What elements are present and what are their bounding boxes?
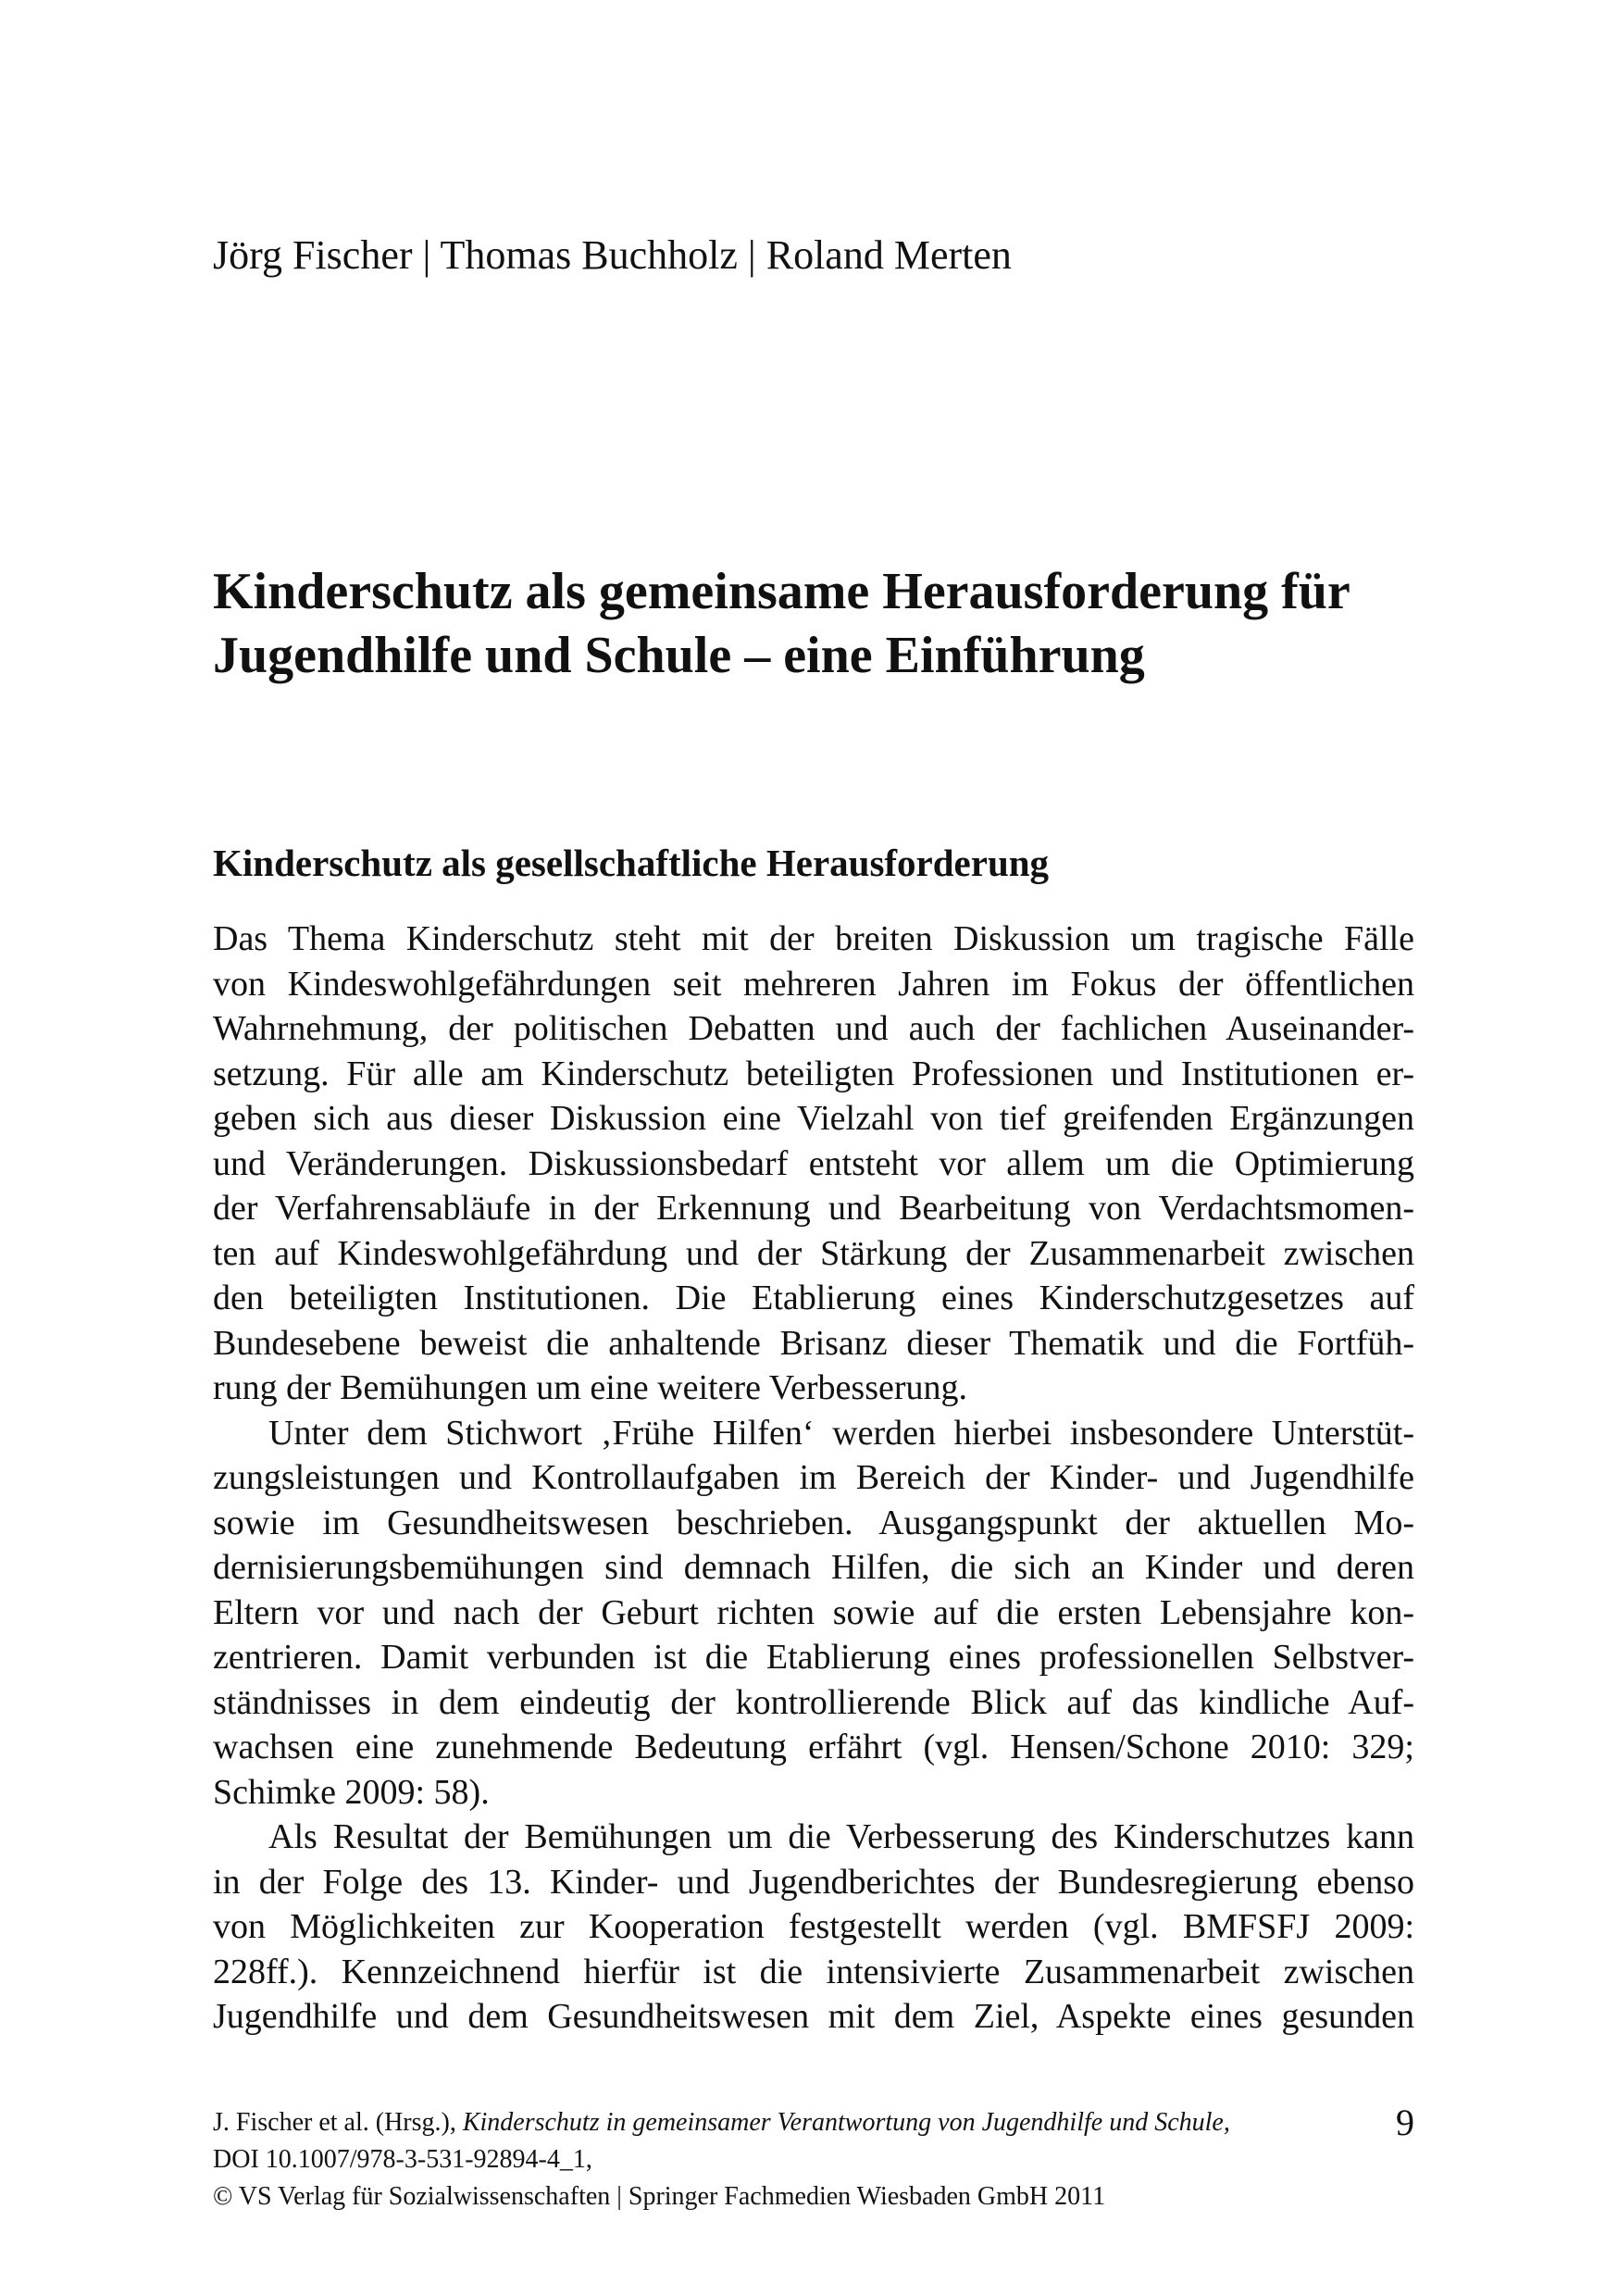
text-line: Jugendhilfe und dem Gesundheitswesen mit dem Ziel, Aspekte eines gesunden (213, 1997, 1414, 2036)
page-footer (213, 2104, 1414, 2215)
text-line: ten auf Kindeswohlgefährdung und der Stärkung der Zusammenarbeit zwischen (213, 1233, 1414, 1273)
text-line: wachsen eine zunehmende Bedeutung erfährt (vgl. Hensen/Schone 2010: 329; (213, 1728, 1414, 1766)
text-line: zentrieren. Damit verbunden ist die Etablierung eines professionellen Selbstver- (213, 1638, 1414, 1677)
paragraph-2 (213, 1411, 1414, 1816)
section-heading: Kinderschutz als gesellschaftliche Herausforderung (213, 842, 1050, 884)
paragraph-1 (213, 917, 1414, 1411)
text-line: Bundesebene beweist die anhaltende Brisanz dieser Thematik und die Fortfüh- (213, 1323, 1414, 1363)
citation-line (213, 2104, 1414, 2141)
text-line: den beteiligten Institutionen. Die Etablierung eines Kinderschutzgesetzes auf (213, 1279, 1414, 1317)
text-line: ständnisses in dem eindeutig der kontrollierende Blick auf das kindliche Auf- (213, 1682, 1414, 1722)
text-line: geben sich aus dieser Diskussion eine Vielzahl von tief greifenden Ergänzungen (213, 1099, 1414, 1138)
citation-editors: J. Fischer et al. (Hrsg.), (213, 2108, 456, 2137)
chapter-title-line: Kinderschutz als gemeinsame Herausforderung für (213, 563, 1350, 620)
citation-book-title: Kinderschutz in gemeinsamer Verantwortung von Jugendhilfe und Schule, (462, 2108, 1230, 2137)
text-line: Wahrnehmung, der politischen Debatten und auch der fachlichen Auseinander- (213, 1009, 1414, 1048)
text-line: Eltern vor und nach der Geburt richten sowie auf die ersten Lebensjahre kon- (213, 1592, 1414, 1632)
copyright-line: © VS Verlag für Sozialwissenschaften | Springer Fachmedien Wiesbaden GmbH 2011 (213, 2182, 1106, 2211)
text-line: in der Folge des 13. Kinder- und Jugendberichtes der Bundesregierung ebenso (213, 1862, 1414, 1902)
text-line: und Veränderungen. Diskussionsbedarf entsteht vor allem um die Optimierung (213, 1143, 1414, 1183)
text-line: dernisierungsbemühungen sind demnach Hilfen, die sich an Kinder und deren (213, 1548, 1414, 1587)
text-line: Als Resultat der Bemühungen um die Verbesserung des Kinderschutzes kann (268, 1817, 1414, 1856)
doi-line: DOI 10.1007/978-3-531-92894-4_1, (213, 2145, 592, 2174)
text-line: zungsleistungen und Kontrollaufgaben im Bereich der Kinder- und Jugendhilfe (213, 1458, 1414, 1497)
text-line: von Kindeswohlgefährdungen seit mehreren Jahren im Fokus der öffentlichen (213, 964, 1414, 1004)
text-line: der Verfahrensabläufe in der Erkennung und Bearbeitung von Verdachtsmomen- (213, 1189, 1414, 1228)
chapter-title (213, 560, 1416, 688)
text-line: Unter dem Stichwort ‚Frühe Hilfen‘ werden hierbei insbesondere Unterstüt- (268, 1413, 1414, 1453)
body-text (213, 917, 1414, 2040)
text-line: Das Thema Kinderschutz steht mit der breiten Diskussion um tragische Fälle (213, 919, 1414, 958)
text-line: 228ff.). Kennzeichnend hierfür ist die intensivierte Zusammenarbeit zwischen (213, 1952, 1414, 1991)
text-line: rung der Bemühungen um eine weitere Verbesserung. (213, 1368, 967, 1407)
chapter-title-line: Jugendhilfe und Schule – eine Einführung (213, 626, 1145, 684)
author-list: Jörg Fischer | Thomas Buchholz | Roland Merten (213, 232, 1012, 278)
text-line: sowie im Gesundheitswesen beschrieben. Ausgangspunkt der aktuellen Mo- (213, 1503, 1414, 1542)
paragraph-3 (213, 1815, 1414, 2040)
text-line: Schimke 2009: 58). (213, 1772, 490, 1812)
text-line: setzung. Für alle am Kinderschutz beteiligten Professionen und Institutionen er- (213, 1054, 1414, 1093)
page-number: 9 (1396, 2102, 1414, 2143)
text-line: von Möglichkeiten zur Kooperation festgestellt werden (vgl. BMFSFJ 2009: (213, 1907, 1414, 1946)
